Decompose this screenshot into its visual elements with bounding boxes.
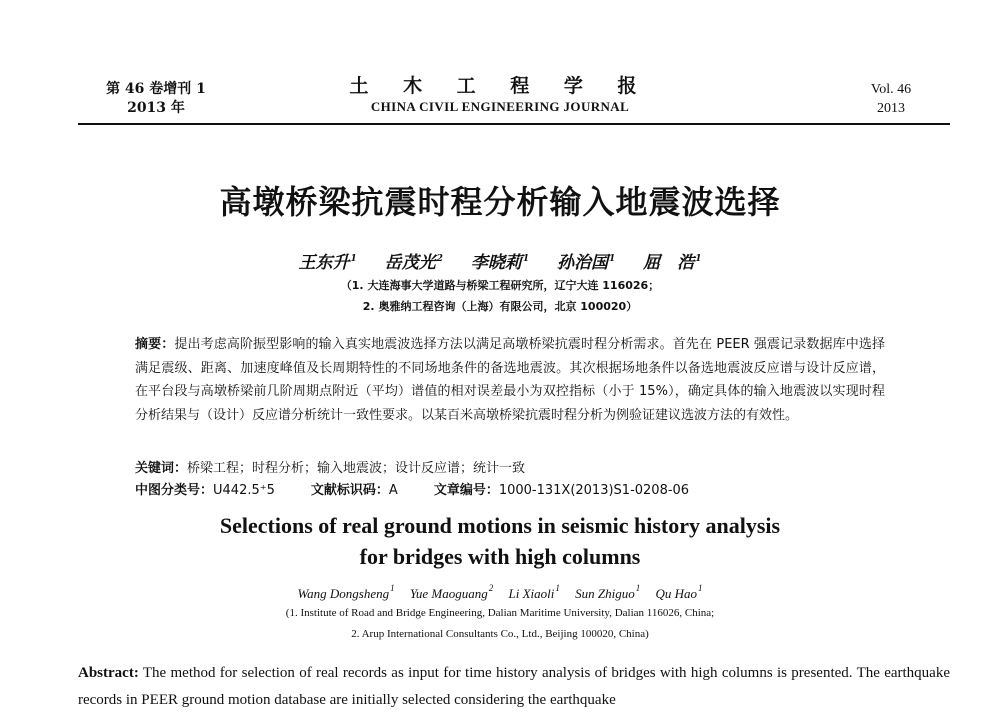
author-en: Li Xiaoli$^1$ xyxy=(508,583,560,601)
author-cn: 李晓莉$^1$ xyxy=(470,253,530,273)
header-left xyxy=(86,80,226,118)
affiliation-en-1: (1. Institute of Road and Bridge Engineering, Dalian Maritime University, Dalian 116026, China; xyxy=(285,607,715,619)
author-en: Yue Maoguang$^2$ xyxy=(409,583,494,601)
volume-en: Vol. 46 xyxy=(870,82,912,97)
article-no-label: 文章编号： xyxy=(433,483,499,498)
author-cn: 屈 浩$^1$ xyxy=(643,253,702,273)
journal-name-cn: 土 木 工 程 学 报 xyxy=(349,75,651,97)
affiliation-en-2: 2. Arup International Consultants Co., Ltd., Beijing 100020, China) xyxy=(351,628,649,640)
abstract-en xyxy=(78,660,950,714)
journal-name-en: CHINA CIVIL ENGINEERING JOURNAL xyxy=(370,99,630,114)
author-en: Qu Hao$^1$ xyxy=(655,583,703,601)
title-en-line-1: Selections of real ground motions in seismic history analysis xyxy=(219,513,781,538)
abstract-cn-text: 提出考虑高阶振型影响的输入真实地震波选择方法以满足高墩桥梁抗震时程分析需求。首先在 PEER 强震记录数据库中选择满足震级、距离、加速度峰值及长周期特性的不同场地条件的备选地震波。其次根据场地条件以备选地震波反应谱与设计反应谱，在平台段与高墩桥梁前几阶周期点附近（平均）谱值的相对误差最小为双控指标（小于 15%），确定具体的输入地震波以实现时程分析结果与（设计）反应谱分析统计一致性要求。以某百米高墩桥梁抗震时程分析为例验证建议选波方法的有效性。 xyxy=(135,337,885,423)
author-cn: 王东升$^1$ xyxy=(298,253,357,273)
author-cn: 孙治国$^1$ xyxy=(557,253,616,273)
authors-cn xyxy=(0,248,1000,273)
keywords-cn-label: 关键词： xyxy=(135,461,188,476)
volume-cn: 第 46 卷增刊 1 xyxy=(106,81,206,97)
authors-en xyxy=(0,583,1000,602)
author-en: Wang Dongsheng$^1$ xyxy=(297,583,395,601)
year-en: 2013 xyxy=(877,101,905,116)
header-right xyxy=(836,80,946,118)
article-no-value: 1000-131X(2013)S1-0208-06 xyxy=(498,483,690,498)
doc-code-label: 文献标识码： xyxy=(310,483,389,498)
doc-code-value: A xyxy=(388,483,398,498)
title-cn: 高墩桥梁抗震时程分析输入地震波选择 xyxy=(219,183,781,221)
keywords-cn-text: 桥梁工程；时程分析；输入地震波；设计反应谱；统计一致 xyxy=(187,461,526,476)
title-en-line-2: for bridges with high columns xyxy=(359,544,641,569)
author-cn: 岳茂光$^2$ xyxy=(384,253,443,273)
author-en: Sun Zhiguo$^1$ xyxy=(575,583,641,601)
keywords-cn xyxy=(135,458,885,480)
affiliation-cn-1: （1. 大连海事大学道路与桥梁工程研究所，辽宁大连 116026； xyxy=(340,279,660,292)
year-cn: 2013 年 xyxy=(127,100,185,116)
affiliation-cn-2: 2. 奥雅纳工程咨询（上海）有限公司，北京 100020） xyxy=(362,300,638,313)
classification-line xyxy=(135,480,885,502)
abstract-en-text: The method for selection of real records as input for time history analysis of bridges with high columns is presented. The earthquake records in PEER ground motion database are initially selected considering the earthquake xyxy=(78,665,950,708)
abstract-cn xyxy=(135,333,885,427)
header-center xyxy=(300,74,700,116)
clc-value: U442.5⁺5 xyxy=(213,483,275,498)
clc-label: 中图分类号： xyxy=(135,483,214,498)
abstract-cn-label: 摘要： xyxy=(135,337,175,352)
header-rule xyxy=(78,123,950,125)
abstract-en-label: Abstract: xyxy=(78,665,139,681)
